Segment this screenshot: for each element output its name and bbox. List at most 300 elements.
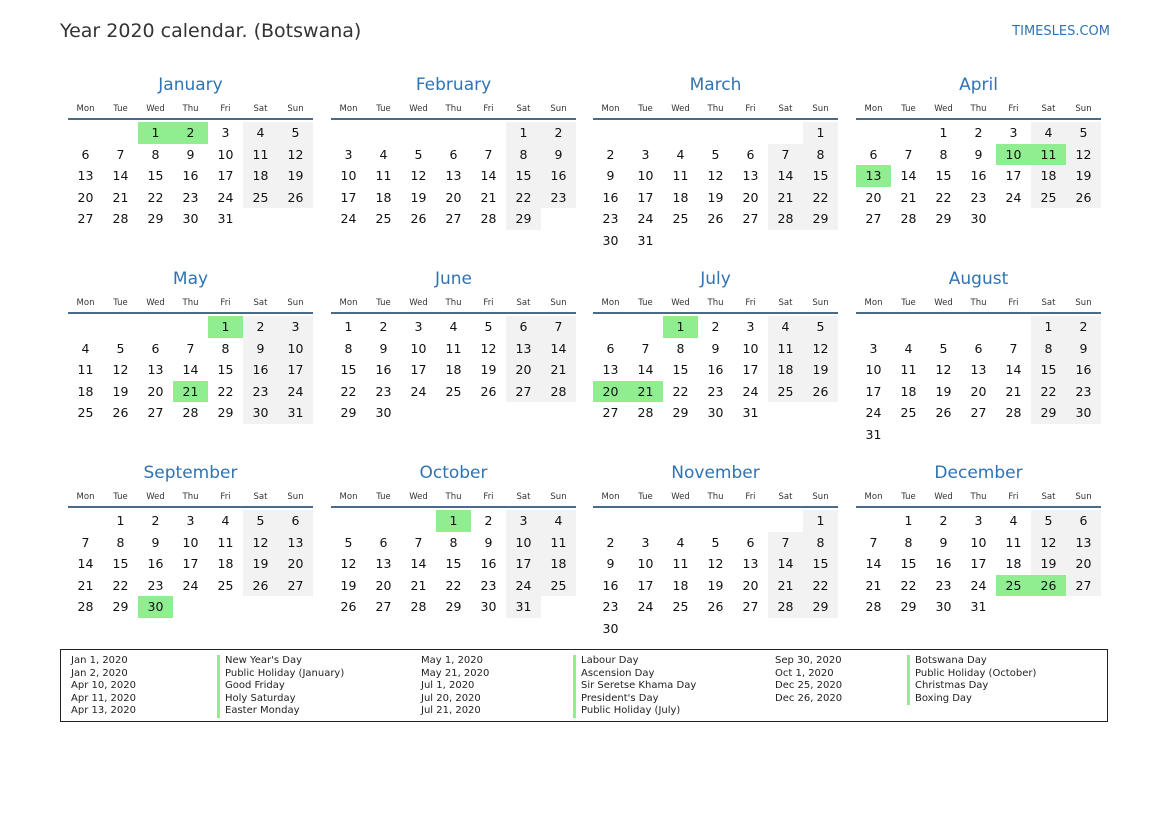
month-title: June xyxy=(434,269,473,289)
day-cell: 12 xyxy=(803,338,838,360)
month-title: May xyxy=(172,269,209,289)
day-cell: 9 xyxy=(1066,338,1101,360)
day-cell: 3 xyxy=(221,125,230,140)
day-cell: 13 xyxy=(742,168,759,184)
day-cell: 9 xyxy=(243,338,278,360)
weekday-label: Sun xyxy=(812,492,829,502)
weekday-label: Wed xyxy=(409,298,428,308)
weekday-label: Mon xyxy=(601,492,620,502)
day-cell: 6 xyxy=(379,534,388,550)
day-cell: 15 xyxy=(147,168,164,184)
weekday-label: Wed xyxy=(409,104,428,114)
day-cell: 25 xyxy=(375,211,392,227)
day-cell: 11 xyxy=(672,556,689,572)
weekday-label: Fri xyxy=(483,298,494,308)
day-cell: 16 xyxy=(602,577,619,593)
day-grid xyxy=(68,120,313,230)
day-cell: 4 xyxy=(676,146,685,162)
empty-cell xyxy=(401,122,436,144)
weekday-label: Wed xyxy=(934,298,953,308)
day-cell: 8 xyxy=(449,534,458,550)
day-cell: 29 xyxy=(1031,402,1066,424)
empty-cell xyxy=(698,122,733,144)
empty-cell xyxy=(996,316,1031,338)
month-may xyxy=(68,264,313,424)
empty-cell xyxy=(768,510,803,532)
day-cell: 21 xyxy=(1005,383,1022,399)
day-cell: 31 xyxy=(506,596,541,618)
day-cell: 23 xyxy=(1066,381,1101,403)
month-title: July xyxy=(700,269,731,289)
empty-cell xyxy=(138,316,173,338)
day-cell: 3 xyxy=(186,513,195,528)
day-cell: 28 xyxy=(865,599,882,615)
legend-holiday-name: Public Holiday (July) xyxy=(573,705,696,718)
legend-date: Jan 2, 2020 xyxy=(71,667,128,679)
legend-holiday-name: President's Day xyxy=(573,693,696,706)
day-cell: 20 xyxy=(742,577,759,593)
day-cell: 15 xyxy=(340,362,357,378)
empty-cell xyxy=(628,510,663,532)
empty-cell xyxy=(68,122,103,144)
day-cell: 5 xyxy=(711,534,720,550)
day-cell: 21 xyxy=(541,359,576,381)
day-cell: 8 xyxy=(344,340,353,356)
weekday-label: Fri xyxy=(1008,492,1019,502)
day-cell: 26 xyxy=(1066,187,1101,209)
empty-cell xyxy=(628,316,663,338)
day-cell: 18 xyxy=(541,553,576,575)
day-cell: 12 xyxy=(340,556,357,572)
weekday-header xyxy=(856,488,1101,508)
day-cell: 17 xyxy=(637,189,654,205)
day-cell: 10 xyxy=(217,146,234,162)
weekday-label: Fri xyxy=(483,104,494,114)
month-april xyxy=(856,70,1101,230)
day-cell: 25 xyxy=(217,577,234,593)
day-cell: 28 xyxy=(182,405,199,421)
day-cell: 24 xyxy=(1005,189,1022,205)
day-cell: 7 xyxy=(116,146,125,162)
empty-cell xyxy=(663,122,698,144)
day-cell: 20 xyxy=(506,359,541,381)
day-cell: 16 xyxy=(182,168,199,184)
weekday-label: Wed xyxy=(934,492,953,502)
day-cell: 29 xyxy=(340,405,357,421)
day-cell: 18 xyxy=(672,577,689,593)
day-cell: 20 xyxy=(77,189,94,205)
day-cell: 4 xyxy=(81,340,90,356)
weekday-header xyxy=(68,294,313,314)
day-grid xyxy=(331,314,576,424)
day-cell: 19 xyxy=(243,553,278,575)
empty-cell xyxy=(593,316,628,338)
month-august xyxy=(856,264,1101,446)
day-cell: 28 xyxy=(541,381,576,403)
day-cell: 30 xyxy=(1066,402,1101,424)
weekday-label: Wed xyxy=(146,298,165,308)
day-cell: 23 xyxy=(375,383,392,399)
day-cell: 4 xyxy=(243,122,278,144)
day-cell: 17 xyxy=(410,362,427,378)
day-cell: 25 xyxy=(77,405,94,421)
day-cell: 11 xyxy=(375,168,392,184)
day-cell: 8 xyxy=(1031,338,1066,360)
day-cell: 5 xyxy=(711,146,720,162)
day-cell: 6 xyxy=(869,146,878,162)
weekday-label: Wed xyxy=(671,104,690,114)
day-cell: 14 xyxy=(480,168,497,184)
day-cell: 2 xyxy=(243,316,278,338)
day-cell: 20 xyxy=(865,189,882,205)
day-cell: 14 xyxy=(865,556,882,572)
day-cell: 15 xyxy=(112,556,129,572)
day-cell: 11 xyxy=(445,340,462,356)
day-cell: 1 xyxy=(344,319,353,334)
day-cell: 19 xyxy=(935,383,952,399)
day-cell: 2 xyxy=(484,513,493,528)
day-cell: 27 xyxy=(602,405,619,421)
holiday-legend xyxy=(60,649,1108,722)
day-cell: 11 xyxy=(541,532,576,554)
legend-names-col-3 xyxy=(907,655,1036,705)
day-cell: 29 xyxy=(803,596,838,618)
day-cell: 27 xyxy=(865,211,882,227)
holiday-day-cell: 1 xyxy=(663,316,698,338)
empty-cell xyxy=(856,510,891,532)
weekday-header xyxy=(856,100,1101,120)
month-october xyxy=(331,458,576,618)
day-cell: 21 xyxy=(410,577,427,593)
weekday-label: Mon xyxy=(864,104,883,114)
holiday-day-cell: 1 xyxy=(208,316,243,338)
day-cell: 3 xyxy=(641,534,650,550)
day-cell: 15 xyxy=(506,165,541,187)
day-cell: 4 xyxy=(1009,513,1018,528)
day-cell: 10 xyxy=(970,534,987,550)
day-cell: 5 xyxy=(414,146,423,162)
day-cell: 19 xyxy=(410,189,427,205)
legend-date: Jul 20, 2020 xyxy=(421,692,481,704)
day-cell: 27 xyxy=(506,381,541,403)
day-cell: 20 xyxy=(1066,553,1101,575)
day-cell: 18 xyxy=(375,189,392,205)
empty-cell xyxy=(331,122,366,144)
day-cell: 21 xyxy=(112,189,129,205)
weekday-label: Fri xyxy=(745,298,756,308)
day-cell: 5 xyxy=(344,534,353,550)
day-cell: 14 xyxy=(182,362,199,378)
weekday-label: Sat xyxy=(253,298,268,308)
day-cell: 28 xyxy=(410,599,427,615)
weekday-label: Fri xyxy=(220,492,231,502)
day-cell: 22 xyxy=(935,189,952,205)
day-cell: 26 xyxy=(410,211,427,227)
weekday-label: Thu xyxy=(445,492,462,502)
day-cell: 1 xyxy=(803,122,838,144)
weekday-label: Sat xyxy=(778,298,793,308)
day-cell: 13 xyxy=(375,556,392,572)
day-cell: 8 xyxy=(676,340,685,356)
empty-cell xyxy=(366,122,401,144)
legend-holiday-name: Good Friday xyxy=(217,680,344,693)
weekday-label: Tue xyxy=(376,104,391,114)
weekday-label: Tue xyxy=(901,492,916,502)
legend-names-col-1 xyxy=(217,655,344,718)
day-cell: 30 xyxy=(935,599,952,615)
empty-cell xyxy=(103,316,138,338)
weekday-label: Thu xyxy=(182,492,199,502)
day-cell: 9 xyxy=(186,146,195,162)
day-cell: 12 xyxy=(1031,532,1066,554)
day-cell: 6 xyxy=(974,340,983,356)
day-cell: 24 xyxy=(278,381,313,403)
day-cell: 7 xyxy=(869,534,878,550)
day-cell: 25 xyxy=(768,381,803,403)
legend-dates-col-1 xyxy=(71,655,136,718)
day-cell: 1 xyxy=(939,125,948,140)
weekday-label: Tue xyxy=(901,298,916,308)
day-cell: 16 xyxy=(375,362,392,378)
day-cell: 20 xyxy=(147,383,164,399)
legend-holiday-name: Holy Saturday xyxy=(217,693,344,706)
weekday-label: Tue xyxy=(113,492,128,502)
day-cell: 27 xyxy=(1066,575,1101,597)
day-cell: 15 xyxy=(900,556,917,572)
holiday-day-cell: 2 xyxy=(173,122,208,144)
weekday-label: Fri xyxy=(220,104,231,114)
day-cell: 2 xyxy=(711,319,720,334)
day-cell: 13 xyxy=(445,168,462,184)
month-july xyxy=(593,264,838,424)
legend-date: Apr 11, 2020 xyxy=(71,692,137,704)
empty-cell xyxy=(366,510,401,532)
day-cell: 27 xyxy=(147,405,164,421)
day-cell: 20 xyxy=(742,189,759,205)
day-cell: 7 xyxy=(1009,340,1018,356)
day-cell: 11 xyxy=(77,362,94,378)
day-cell: 31 xyxy=(865,426,882,442)
empty-cell xyxy=(628,122,663,144)
day-cell: 12 xyxy=(410,168,427,184)
day-cell: 13 xyxy=(506,338,541,360)
legend-holiday-name: Sir Seretse Khama Day xyxy=(573,680,696,693)
day-cell: 3 xyxy=(506,510,541,532)
day-cell: 17 xyxy=(340,189,357,205)
empty-cell xyxy=(68,510,103,532)
day-cell: 25 xyxy=(445,383,462,399)
day-cell: 6 xyxy=(746,534,755,550)
day-cell: 4 xyxy=(676,534,685,550)
day-cell: 27 xyxy=(742,211,759,227)
day-cell: 16 xyxy=(243,359,278,381)
day-cell: 22 xyxy=(445,577,462,593)
day-cell: 5 xyxy=(278,122,313,144)
holiday-day-cell: 1 xyxy=(138,122,173,144)
weekday-label: Fri xyxy=(220,298,231,308)
day-cell: 6 xyxy=(151,340,160,356)
day-cell: 18 xyxy=(1005,556,1022,572)
weekday-label: Sun xyxy=(287,104,304,114)
day-cell: 19 xyxy=(480,362,497,378)
weekday-header xyxy=(856,294,1101,314)
day-cell: 29 xyxy=(935,211,952,227)
day-cell: 13 xyxy=(742,556,759,572)
day-cell: 23 xyxy=(707,383,724,399)
day-cell: 13 xyxy=(147,362,164,378)
day-cell: 14 xyxy=(112,168,129,184)
legend-date: Jul 21, 2020 xyxy=(421,705,481,717)
weekday-label: Sun xyxy=(550,298,567,308)
day-cell: 10 xyxy=(637,168,654,184)
day-cell: 17 xyxy=(506,553,541,575)
weekday-label: Fri xyxy=(745,104,756,114)
day-cell: 26 xyxy=(480,383,497,399)
day-cell: 19 xyxy=(707,189,724,205)
day-cell: 16 xyxy=(707,362,724,378)
weekday-label: Wed xyxy=(671,492,690,502)
day-cell: 5 xyxy=(116,340,125,356)
day-cell: 7 xyxy=(484,146,493,162)
day-cell: 28 xyxy=(480,211,497,227)
legend-holiday-name: Botswana Day xyxy=(907,655,1036,668)
day-cell: 18 xyxy=(900,383,917,399)
month-title: August xyxy=(948,269,1009,289)
day-cell: 20 xyxy=(445,189,462,205)
day-cell: 3 xyxy=(344,146,353,162)
day-cell: 6 xyxy=(1066,510,1101,532)
day-cell: 20 xyxy=(970,383,987,399)
day-grid xyxy=(331,508,576,618)
weekday-label: Sun xyxy=(1075,104,1092,114)
weekday-label: Sun xyxy=(1075,492,1092,502)
empty-cell xyxy=(593,122,628,144)
day-cell: 23 xyxy=(935,577,952,593)
day-cell: 30 xyxy=(480,599,497,615)
day-cell: 21 xyxy=(768,575,803,597)
day-cell: 29 xyxy=(506,208,541,230)
day-grid xyxy=(331,120,576,230)
day-cell: 29 xyxy=(147,211,164,227)
day-cell: 8 xyxy=(151,146,160,162)
day-cell: 5 xyxy=(243,510,278,532)
weekday-label: Tue xyxy=(376,298,391,308)
day-cell: 8 xyxy=(221,340,230,356)
month-title: January xyxy=(158,75,223,95)
day-cell: 7 xyxy=(414,534,423,550)
day-grid xyxy=(593,120,838,252)
weekday-header xyxy=(68,100,313,120)
empty-cell xyxy=(103,122,138,144)
legend-date: Oct 1, 2020 xyxy=(775,667,834,679)
day-cell: 28 xyxy=(768,208,803,230)
day-cell: 6 xyxy=(746,146,755,162)
day-cell: 17 xyxy=(217,168,234,184)
day-cell: 7 xyxy=(904,146,913,162)
day-cell: 14 xyxy=(410,556,427,572)
day-cell: 21 xyxy=(77,577,94,593)
day-cell: 6 xyxy=(278,510,313,532)
day-cell: 4 xyxy=(449,319,458,334)
site-link[interactable]: TIMESLES.COM xyxy=(1012,24,1110,39)
weekday-label: Mon xyxy=(601,104,620,114)
empty-cell xyxy=(698,510,733,532)
holiday-day-cell: 26 xyxy=(1031,575,1066,597)
day-cell: 22 xyxy=(340,383,357,399)
day-cell: 31 xyxy=(970,599,987,615)
weekday-label: Mon xyxy=(864,298,883,308)
weekday-label: Wed xyxy=(671,298,690,308)
month-march xyxy=(593,70,838,252)
day-cell: 13 xyxy=(1066,532,1101,554)
day-cell: 14 xyxy=(768,553,803,575)
day-cell: 2 xyxy=(606,534,615,550)
day-cell: 24 xyxy=(970,577,987,593)
day-cell: 9 xyxy=(484,534,493,550)
empty-cell xyxy=(68,316,103,338)
day-cell: 12 xyxy=(112,362,129,378)
day-cell: 15 xyxy=(672,362,689,378)
day-cell: 18 xyxy=(77,383,94,399)
day-cell: 27 xyxy=(77,211,94,227)
day-cell: 1 xyxy=(904,513,913,528)
day-cell: 3 xyxy=(746,319,755,334)
day-cell: 27 xyxy=(278,575,313,597)
day-cell: 4 xyxy=(379,146,388,162)
day-cell: 23 xyxy=(147,577,164,593)
day-cell: 5 xyxy=(803,316,838,338)
weekday-label: Sat xyxy=(778,104,793,114)
day-cell: 18 xyxy=(1031,165,1066,187)
day-cell: 26 xyxy=(707,211,724,227)
day-cell: 11 xyxy=(900,362,917,378)
day-cell: 17 xyxy=(637,577,654,593)
legend-holiday-name: Boxing Day xyxy=(907,693,1036,706)
weekday-label: Tue xyxy=(901,104,916,114)
weekday-label: Fri xyxy=(1008,104,1019,114)
legend-date: Jul 1, 2020 xyxy=(421,680,475,692)
day-cell: 31 xyxy=(278,402,313,424)
day-cell: 24 xyxy=(410,383,427,399)
day-cell: 16 xyxy=(935,556,952,572)
day-cell: 12 xyxy=(707,168,724,184)
weekday-label: Sun xyxy=(550,492,567,502)
day-cell: 11 xyxy=(1005,534,1022,550)
day-cell: 8 xyxy=(803,532,838,554)
day-cell: 7 xyxy=(541,316,576,338)
day-cell: 10 xyxy=(410,340,427,356)
day-cell: 28 xyxy=(900,211,917,227)
day-cell: 15 xyxy=(803,165,838,187)
day-cell: 9 xyxy=(974,146,983,162)
day-cell: 7 xyxy=(81,534,90,550)
weekday-header xyxy=(331,100,576,120)
empty-cell xyxy=(331,510,366,532)
legend-holiday-name: Christmas Day xyxy=(907,680,1036,693)
day-cell: 7 xyxy=(768,532,803,554)
weekday-label: Sat xyxy=(1041,104,1056,114)
day-cell: 21 xyxy=(865,577,882,593)
empty-cell xyxy=(733,510,768,532)
day-cell: 14 xyxy=(900,168,917,184)
holiday-day-cell: 21 xyxy=(173,381,208,403)
weekday-label: Mon xyxy=(864,492,883,502)
day-cell: 16 xyxy=(541,165,576,187)
day-cell: 24 xyxy=(182,577,199,593)
day-cell: 24 xyxy=(340,211,357,227)
month-title: March xyxy=(689,75,742,95)
day-cell: 19 xyxy=(112,383,129,399)
